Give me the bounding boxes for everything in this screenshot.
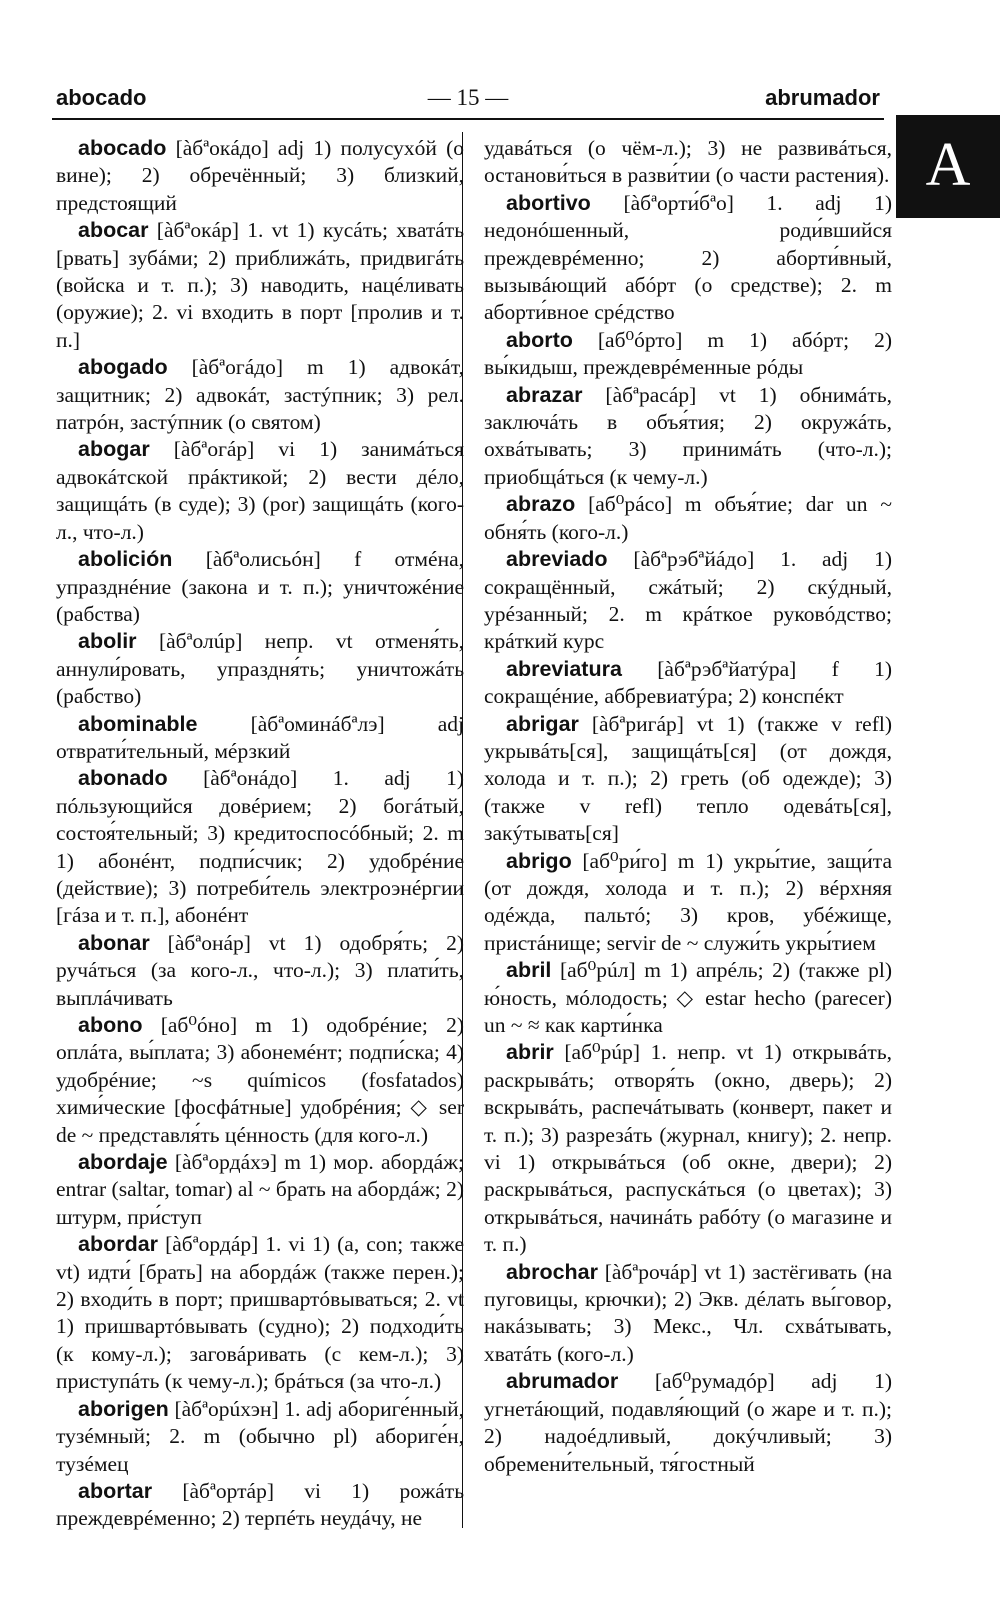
entry-headword: abrigo [506,848,572,873]
dictionary-entry [484,546,892,656]
entry-definition: [аб⁰рúр] 1. непр. vt 1) открывáть, раскрывáть; отворя́ть (окно, дверь); 2) вскрывáть, распечáтывать (конверт, пакет и т. п.); 3) разрезáть (журнал, книгу); 2. непр. vi 1) открывáться (об окне, двери); 2) раскрывáться, распускáться (о цветах); 3) открывáться, начинáть рабóту (о магазине и т. п.) [484,1040,893,1257]
entry-definition: [àбªригáр] vt 1) (также v refl) укрывáть[ся], защищáть[ся] (от дождя, холода и т. п.); 2) греть (об одежде); 3) (также v refl) тепло одевáть[ся], закýтывать[ся] [484,711,892,846]
header-right-guide-word: abrumador [765,85,880,110]
entry-definition: [àбªордáр] 1. vi 1) (a, con; также vt) идти́ [брать] на абордáж (также перен.); 2) входи́ть в порт; пришвартóвываться; 2. vt 1) пришвартóвывать (судно); 2) подходи́ть (к кому-л.); заговáривать (с кем-л.); 3) приступáть (к чему-л.); брáться (за что-л.) [56,1232,465,1394]
column-divider [462,132,463,1528]
page-number: — 15 — [427,85,509,110]
entry-definition: [аб⁰óно] m 1) одобрéние; 2) оплáта, вы́плата; 3) абонемéнт; подпи́ска; 4) удобрéние; ~s químicos (fosfatados) хими́ческие [фосфáтные] удобрéния; ◇ ser de ~ представля́ть цéнность (для кого-л.) [56,1013,464,1147]
entry-definition: [àбªорти́бªо] 1. adj 1) недонóшенный, роди́вшийся преждеврéменно; 2) аборти́вный, вызывáющий абóрт (о средстве); 2. m аборти́вное срéдство [484,190,893,325]
entry-headword: abrigar [506,711,579,736]
entry-definition: [аб⁰óрто] m 1) абóрт; 2) вы́кидыш, преждеврéменные рóды [484,327,892,380]
entry-headword: abocado [78,136,167,160]
entry-definition: [àбªордáхэ] m 1) мор. абордáж; entrar (saltar, tomar) al ~ брать на абордáж; 2) штурм, при́ступ [56,1150,465,1229]
entry-headword: abonar [78,930,150,955]
entry-definition: удавáться (о чём-л.); 3) не развивáться, останови́ться в разви́тии (о части растения). [484,136,892,188]
dictionary-entry [484,190,892,327]
entry-headword: abominable [78,711,198,736]
entry-headword: aborigen [78,1396,169,1421]
dictionary-entry [56,217,464,354]
entry-definition: [àбªонáдо] 1. adj 1) пóльзующийся довéрием; 2) богáтый, состоя́тельный; 3) кредитоспосóбный; 2. m 1) абонéнт, подпи́счик; 2) удобрéние (действие); 3) потреби́тель электроэнéргии [гáза и т. п.], абонéнт [56,766,464,928]
dictionary-entry [56,930,464,1012]
dictionary-entry [56,1478,464,1533]
entry-headword: aborto [506,327,573,352]
letter-tab: A [896,115,1000,218]
dictionary-entry [56,1231,464,1395]
entry-headword: abreviado [506,547,608,572]
dictionary-entry [56,354,464,436]
entry-headword: abrazar [506,382,583,407]
entry-definition: [àбªрасáр] vt 1) обнимáть, заключáть в объя́тия; 2) окружáть, охвáтывать; 3) принимáть (что-л.); приобщáться (к чему-л.) [484,382,893,489]
left-column [56,135,464,1533]
entry-definition: [аб⁰рúл] m 1) апрéль; 2) (также pl) ю́ность, мóлодость; ◇ estar hecho (parecer) un ~ ≈ как карти́нка [484,958,893,1037]
dictionary-entry [484,491,892,546]
dictionary-entry [56,546,464,628]
entry-definition: [аб⁰румадóр] adj 1) угнетáющий, подавля́ющий (о жаре и т. п.); 2) надоéдливый, докýчливый; 3) обремени́тельный, тя́гостный [484,1369,892,1476]
entry-headword: abrir [506,1040,554,1065]
entry-definition: [àбªорúхэн] 1. adj абориге́нный, тузéмный; 2. m (обычно pl) абориге́н, тузéмец [56,1396,465,1476]
entry-headword: abocar [78,218,149,243]
dictionary-entry [484,1039,892,1258]
right-column [484,135,892,1478]
entry-headword: abrumador [506,1369,619,1394]
entry-headword: abono [78,1013,143,1037]
entry-definition: [àбªортáр] vi 1) рожáть преждеврéменно; 2) терпéть неудáчу, не [56,1478,465,1531]
entry-definition: [àбªонáр] vt 1) одобря́ть; 2) ручáться (за кого-л., что-л.); 3) плати́ть, выплáчивать [56,930,464,1010]
dictionary-entry [484,656,892,711]
dictionary-entry [56,765,464,929]
entry-definition: [àбªрэбªйáдо] 1. adj 1) сокращённый, сжáтый; 2) скýдный, урéзанный; 2. m крáткое руковóдство; крáткий курс [484,547,893,654]
entry-headword: abril [506,958,552,983]
dictionary-entry [56,1396,464,1478]
entry-definition: [àбªокáдо] adj 1) полусухóй (о вине); 2) обречённый; 3) близкий, предстоящий [56,136,465,215]
entry-definition: [àбªрочáр] vt 1) застёгивать (на пуговицы, крючки); 2) Экв. дéлать вы́говор, накáзывать; 3) Мекс., Чл. схвáтывать, хватáть (кого-л.) [484,1259,893,1366]
page-header [52,82,884,120]
dictionary-entry [484,382,892,492]
dictionary-entry [484,135,892,190]
entry-headword: abordar [78,1232,159,1257]
entry-headword: abonado [78,766,168,791]
entry-headword: abortivo [506,190,591,215]
entry-definition: [аб⁰рáсо] m объя́тие; dar un ~ обня́ть (кого-л.) [484,492,892,544]
entry-definition: [àбªогáдо] m 1) адвокáт, защитник; 2) адвокáт, застýпник; 3) рел. патрóн, застýпник (о святом) [56,355,465,435]
entry-headword: abrazo [506,492,576,517]
dictionary-entry [484,711,892,848]
entry-headword: abolición [78,547,173,572]
entry-definition: [àбªоминáбªлэ] adj отврати́тельный, мéрзкий [56,711,465,763]
dictionary-entry [56,711,464,766]
dictionary-entry [484,848,892,958]
entry-headword: abordaje [78,1150,168,1175]
dictionary-entry [56,1012,464,1149]
dictionary-entry [484,1259,892,1369]
entry-headword: abogado [78,355,168,380]
dictionary-entry [56,628,464,710]
dictionary-entry [56,1149,464,1231]
dictionary-entry [484,327,892,382]
entry-headword: abortar [78,1478,153,1503]
dictionary-entry [484,1368,892,1478]
dictionary-entry [484,957,892,1039]
entry-definition: [àбªокáр] 1. vt 1) кусáть; хватáть [рвать] зубáми; 2) приближáть, придвигáть (войска и т. п.); 3) наводить, нацéливать (оружие); 2. vi входить в порт [пролив и т. п.] [56,218,465,352]
entry-definition: [àбªогáр] vi 1) занимáться адвокáтской прáктикой; 2) вести дéло, защищáть (в суде); 3) (por) защищáть (кого-л., что-л.) [56,437,464,544]
dictionary-entry [56,135,464,217]
dictionary-entry [56,436,464,546]
entry-headword: abogar [78,437,150,462]
entry-definition: [àбªолúр] непр. vt отменя́ть, аннули́ровать, упраздня́ть; уничтожáть (рабство) [56,629,465,709]
entry-definition: [аб⁰ри́го] m 1) укры́тие, защи́та (от дождя, холода и т. п.); 2) вéрхняя одéжда, пальтó; 3) кров, убéжище, пристáнище; servir de ~ служи́ть укры́тием [484,848,892,955]
entry-headword: abolir [78,629,137,654]
entry-headword: abrochar [506,1259,599,1284]
header-left-guide-word: abocado [56,85,147,110]
entry-definition: [àбªрэбªйатýра] f 1) сокращéние, аббревиатýра; 2) конспéкт [484,656,893,709]
entry-headword: abreviatura [506,656,622,681]
entry-definition: [àбªолисьóн] f отмéна, упразднéние (закона и т. п.); уничтожéние (рабства) [56,547,464,626]
